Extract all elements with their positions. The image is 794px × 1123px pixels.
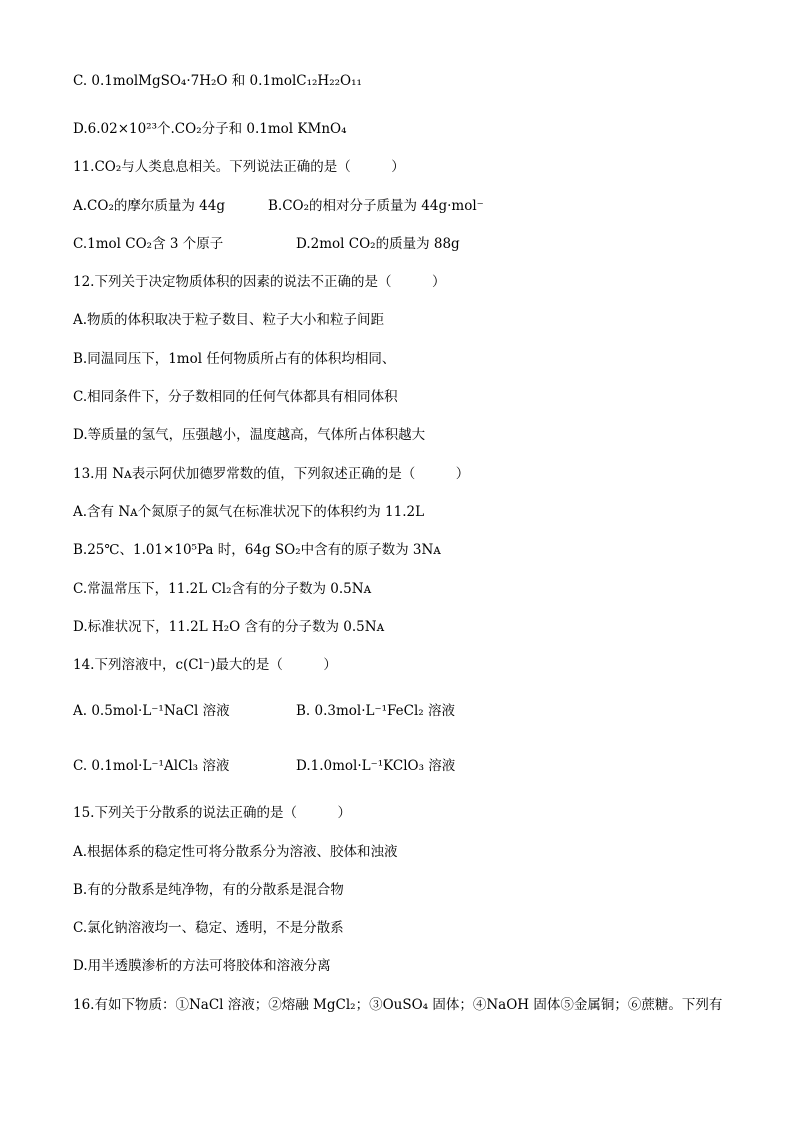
option-b-q13: B.25℃、1.01×10⁵Pa 时，64g SO₂中含有的原子数为 3Nᴀ [73,542,441,558]
option-d-q11: D.2mol CO₂的质量为 88g [296,236,460,252]
option-b-q14: B. 0.3mol·L⁻¹FeCl₂ 溶液 [296,703,455,719]
option-d-q10: D.6.02×10²³个.CO₂分子和 0.1mol KMnO₄ [73,121,347,137]
option-c-q11: C.1mol CO₂含 3 个原子 [73,236,224,252]
option-c-q14: C. 0.1mol·L⁻¹AlCl₃ 溶液 [73,758,230,774]
option-b-q12: B.同温同压下，1mol 任何物质所占有的体积均相同、 [73,351,396,367]
option-b-q11: B.CO₂的相对分子质量为 44g·mol⁻ [268,198,484,214]
question-15: 15.下列关于分散系的说法正确的是（ ） [73,805,351,821]
question-16: 16.有如下物质：①NaCl 溶液；②熔融 MgCl₂；③OuSO₄ 固体；④NaOH 固体⑤金属铜；⑥蔗糖。下列有 [73,997,723,1013]
option-d-q15: D.用半透膜渗析的方法可将胶体和溶液分离 [73,958,331,974]
option-c-q15: C.氯化钠溶液均一、稳定、透明，不是分散系 [73,920,344,936]
option-a-q14: A. 0.5mol·L⁻¹NaCl 溶液 [73,703,230,719]
option-c-q12: C.相同条件下，分子数相同的任何气体都具有相同体积 [73,389,398,405]
option-c-q13: C.常温常压下，11.2L Cl₂含有的分子数为 0.5Nᴀ [73,581,372,597]
option-c-q10: C. 0.1molMgSO₄·7H₂O 和 0.1molC₁₂H₂₂O₁₁ [73,73,362,89]
question-13: 13.用 Nᴀ表示阿伏加德罗常数的值，下列叙述正确的是（ ） [73,466,470,482]
option-a-q13: A.含有 Nᴀ个氮原子的氮气在标准状况下的体积约为 11.2L [73,504,425,520]
option-d-q12: D.等质量的氢气，压强越小，温度越高，气体所占体积越大 [73,427,426,443]
option-d-q14: D.1.0mol·L⁻¹KClO₃ 溶液 [296,758,456,774]
option-a-q12: A.物质的体积取决于粒子数目、粒子大小和粒子间距 [73,312,385,328]
option-b-q15: B.有的分散系是纯净物，有的分散系是混合物 [73,882,344,898]
option-a-q15: A.根据体系的稳定性可将分散系分为溶液、胶体和浊液 [73,844,398,860]
question-12: 12.下列关于决定物质体积的因素的说法不正确的是（ ） [73,274,446,290]
option-a-q11: A.CO₂的摩尔质量为 44g [73,198,225,214]
question-14: 14.下列溶液中，c(Cl⁻)最大的是（ ） [73,657,337,673]
question-11: 11.CO₂与人类息息相关。下列说法正确的是（ ） [73,159,405,175]
option-d-q13: D.标准状况下，11.2L H₂O 含有的分子数为 0.5Nᴀ [73,619,385,635]
